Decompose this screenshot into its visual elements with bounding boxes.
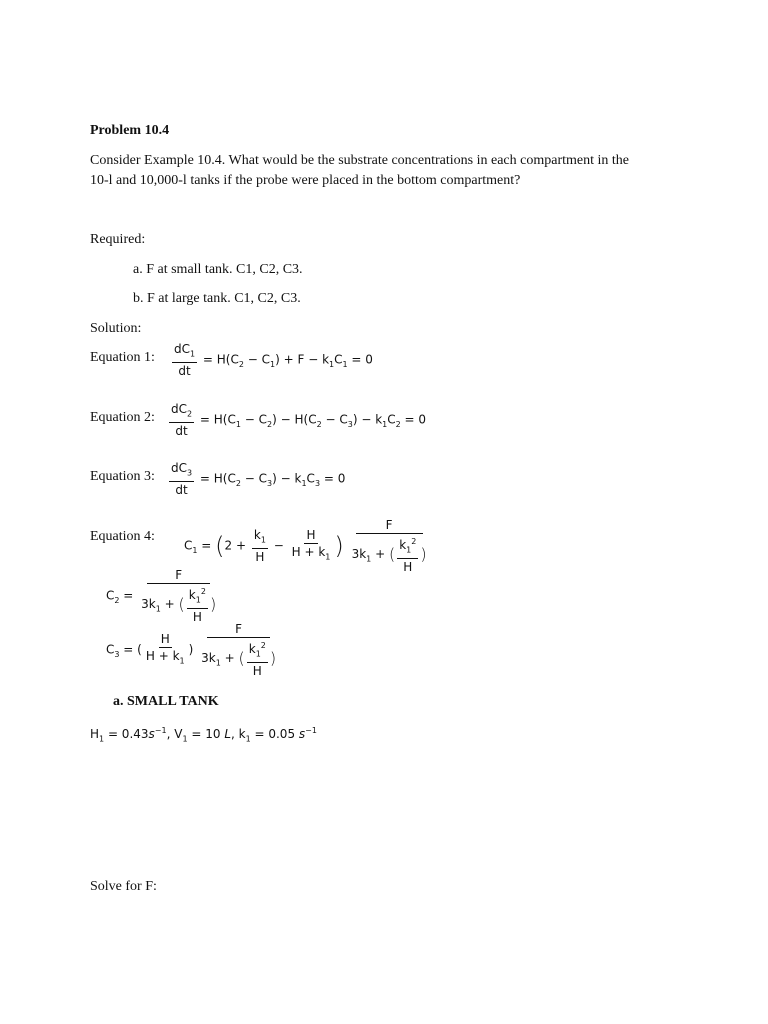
equation-1-formula: $\frac{dC_1}{dt}$ = $H(C_2 - C_1) + F - k_1C_1 = 0$: [174, 342, 373, 379]
required-label: Required:: [90, 232, 146, 247]
problem-statement-line-2: 10-l and 10,000-l tanks if the probe were placed in the bottom compartment?: [90, 173, 521, 188]
equation-1-label: Equation 1:: [90, 350, 155, 365]
equation-2-label: Equation 2:: [90, 410, 155, 425]
required-item-b: b. F at large tank. C1, C2, C3.: [133, 291, 301, 306]
equation-2-formula: $\frac{dC_2}{dt}$ = $H(C_1 - C_2) - H(C_2 - C_3) - k_1C_2 = 0$: [171, 402, 427, 439]
equation-3-formula: $\frac{dC_3}{dt}$ = $H(C_2 - C_3) - k_1C_3 = 0$: [171, 461, 346, 498]
small-tank-parameters: $H_1 = 0.43s^{-1}$, $V_1 = 10$ L, $k_1 = 0.05$ $s^{-1}$: [90, 726, 317, 744]
small-tank-heading: a. SMALL TANK: [113, 694, 219, 709]
solve-for-f-label: Solve for F:: [90, 879, 157, 894]
equation-4-label: Equation 4:: [90, 529, 155, 544]
problem-title: Problem 10.4: [90, 123, 170, 138]
required-item-a: a. F at small tank. C1, C2, C3.: [133, 262, 303, 277]
equation-4-c1-formula: $C_1 = (2$ + $\frac{k_1}{H}$ − $\frac{H}{H + k_1}$ ) F $3k_1$ + ( $\frac{k_1^2}{H}$ ): [184, 518, 427, 575]
equation-c2-formula: $C_2$ = F $3k_1$ + ( $\frac{k_1^2}{H}$ ): [106, 568, 217, 625]
problem-statement-line-1: Consider Example 10.4. What would be the substrate concentrations in each compartment in the: [90, 153, 629, 168]
solution-label: Solution:: [90, 321, 142, 336]
equation-3-label: Equation 3:: [90, 469, 155, 484]
equation-c3-formula: $C_3$ = ( $\frac{H}{H + k_1}$ ) F $3k_1$ + ( $\frac{k_1^2}{H}$ ): [106, 622, 277, 679]
